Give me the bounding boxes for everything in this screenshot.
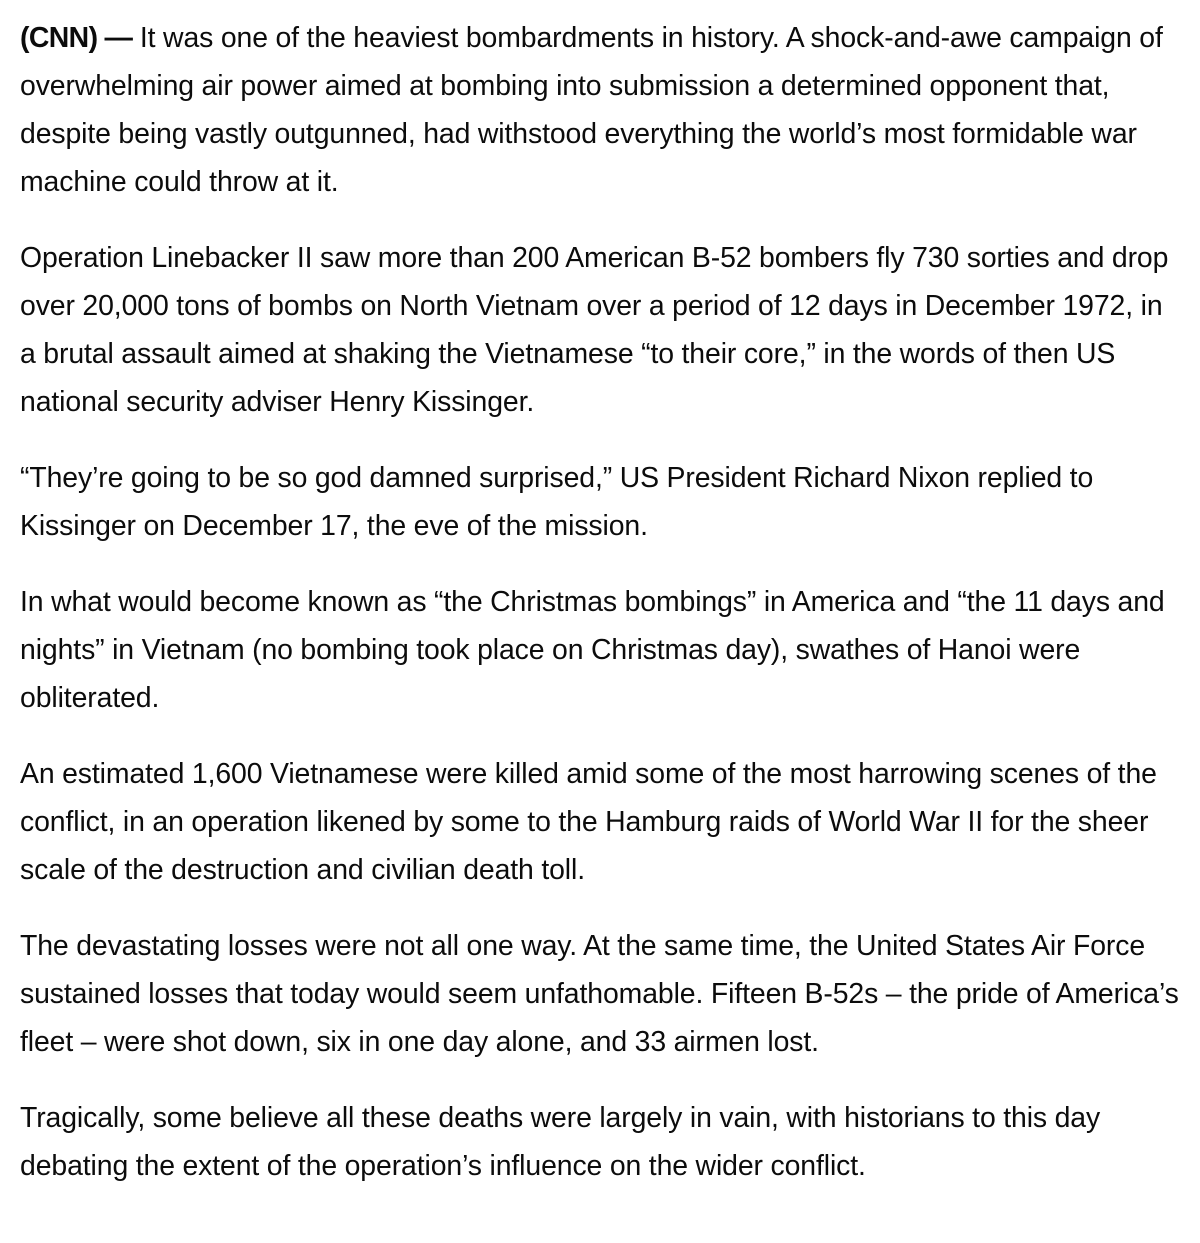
article-paragraph-1 <box>20 14 1182 206</box>
article-paragraph-7: Tragically, some believe all these deaths were largely in vain, with historians to this day debating the extent of the operation’s influence on the wider conflict. <box>20 1102 1101 1182</box>
article-paragraph-2: Operation Linebacker II saw more than 200 American B-52 bombers fly 730 sorties and drop over 20,000 tons of bombs on North Vietnam over a period of 12 days in December 1972, in a brutal assault aimed at shaking the Vietnamese “to their core,” in the words of then US national security adviser Henry Kissinger. <box>20 242 1169 418</box>
article-paragraph-5: An estimated 1,600 Vietnamese were killed amid some of the most harrowing scenes of the conflict, in an operation likened by some to the Hamburg raids of World War II for the sheer scale of the destruction and civilian death toll. <box>20 758 1157 886</box>
article-paragraph-3: “They’re going to be so god damned surprised,” US President Richard Nixon replied to Kissinger on December 17, the eve of the mission. <box>20 462 1094 542</box>
article-paragraph-4: In what would become known as “the Christmas bombings” in America and “the 11 days and nights” in Vietnam (no bombing took place on Christmas day), swathes of Hanoi were obliterated. <box>20 586 1165 714</box>
article-paragraph-6: The devastating losses were not all one way. At the same time, the United States Air Force sustained losses that today would seem unfathomable. Fifteen B-52s – the pride of America’s fleet – were shot down, six in one day alone, and 33 airmen lost. <box>20 930 1179 1058</box>
paragraph-text: It was one of the heaviest bombardments in history. A shock-and-awe campaign of overwhelming air power aimed at bombing into submission a determined opponent that, despite being vastly outgunned, had withstood everything the world’s most formidable war machine could throw at it. <box>20 22 1163 198</box>
dateline: (CNN) — <box>20 22 133 54</box>
